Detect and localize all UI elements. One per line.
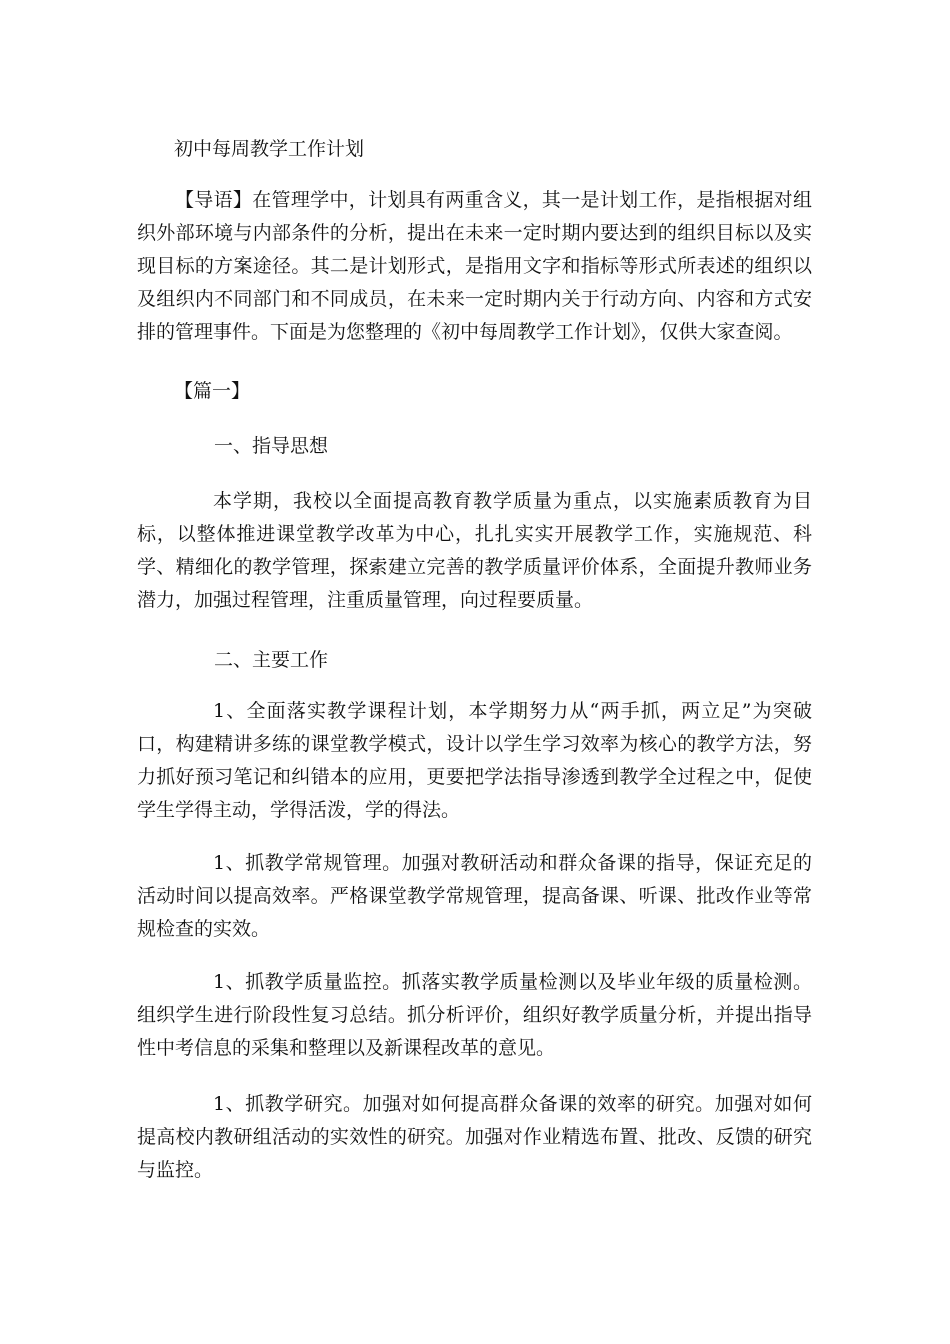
work-item-teaching-research: 1、抓教学研究。加强对如何提高群众备课的效率的研究。加强对如何提高校内教研组活动的实效性的研究。加强对作业精选布置、批改、反馈的研究与监控。 bbox=[137, 1093, 812, 1181]
heading-main-work: 二、主要工作 bbox=[214, 649, 329, 671]
guiding-ideology-paragraph: 本学期，我校以全面提高教育教学质量为重点，以实施素质教育为目标，以整体推进课堂教学改革为中心，扎扎实实开展教学工作，实施规范、科学、精细化的教学管理，探索建立完善的教学质量评价体系，全面提升教师业务潜力，加强过程管理，注重质量管理，向过程要质量。 bbox=[137, 490, 812, 611]
section-label: 【篇一】 bbox=[174, 380, 251, 402]
document-title: 初中每周教学工作计划 bbox=[174, 138, 365, 160]
intro-paragraph: 【导语】在管理学中，计划具有两重含义，其一是计划工作，是指根据对组织外部环境与内部条件的分析，提出在未来一定时期内要达到的组织目标以及实现目标的方案途径。其二是计划形式，是指用文字和指标等形式所表述的组织以及组织内不同部门和不同成员，在未来一定时期内关于行动方向、内容和方式安排的管理事件。下面是为您整理的《初中每周教学工作计划》，仅供大家查阅。 bbox=[137, 189, 812, 343]
work-item-routine-management: 1、抓教学常规管理。加强对教研活动和群众备课的指导，保证充足的活动时间以提高效率。严格课堂教学常规管理，提高备课、听课、批改作业等常规检查的实效。 bbox=[137, 852, 812, 940]
work-item-curriculum: 1、全面落实教学课程计划，本学期努力从“两手抓，两立足”为突破口，构建精讲多练的课堂教学模式，设计以学生学习效率为核心的教学方法，努力抓好预习笔记和纠错本的应用，更要把学法指导渗透到教学全过程之中，促使学生学得主动，学得活泼，学的得法。 bbox=[137, 700, 812, 821]
heading-guiding-ideology: 一、指导思想 bbox=[214, 435, 329, 457]
work-item-quality-monitoring: 1、抓教学质量监控。抓落实教学质量检测以及毕业年级的质量检测。组织学生进行阶段性复习总结。抓分析评价，组织好教学质量分析，并提出指导性中考信息的采集和整理以及新课程改革的意见。 bbox=[137, 971, 812, 1059]
